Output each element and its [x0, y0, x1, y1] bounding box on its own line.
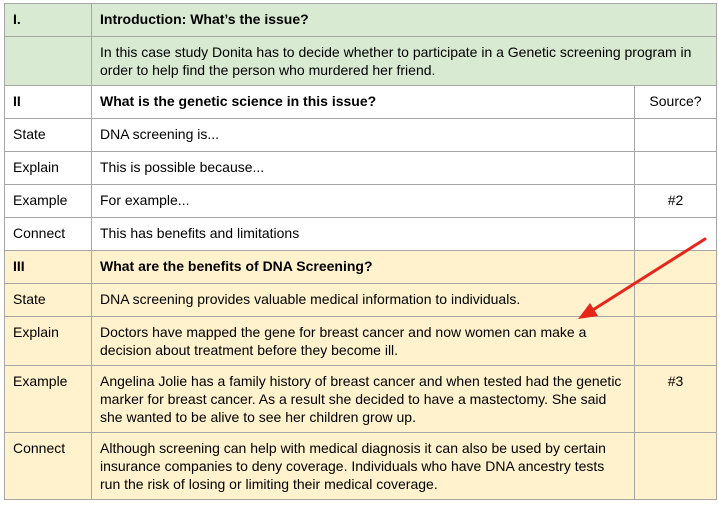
table-row	[5, 366, 717, 433]
section-title: What is the genetic science in this issue?	[92, 86, 635, 119]
row-text: Although screening can help with medical diagnosis it can also be used by certain insurance companies to deny coverage. Individuals who have DNA ancestry tests run the risk of losing or limiting their medical coverage.	[92, 433, 635, 500]
row-text: Angelina Jolie has a family history of breast cancer and when tested had the genetic marker for breast cancer. As a result she decided to have a mastectomy. She said she wanted to be alive to see her children grow up.	[92, 366, 635, 433]
table-row	[5, 119, 717, 152]
section-title: What are the benefits of DNA Screening?	[92, 251, 635, 284]
row-source: #3	[635, 366, 717, 433]
table-row	[5, 152, 717, 185]
row-source: #2	[635, 185, 717, 218]
intro-text: In this case study Donita has to decide whether to participate in a Genetic screening program in order to help find the person who murdered her friend.	[92, 37, 717, 86]
row-text: For example...	[92, 185, 635, 218]
row-label: State	[5, 119, 92, 152]
row-source	[635, 218, 717, 251]
section-number: II	[5, 86, 92, 119]
table-row	[5, 185, 717, 218]
section-number: III	[5, 251, 92, 284]
row-text: DNA screening is...	[92, 119, 635, 152]
row-source	[635, 433, 717, 500]
row-label: Explain	[5, 152, 92, 185]
row-label: Connect	[5, 218, 92, 251]
section-intro-body-row	[5, 37, 717, 86]
row-label: Example	[5, 366, 92, 433]
row-label: Connect	[5, 433, 92, 500]
row-text: This is possible because...	[92, 152, 635, 185]
row-text: DNA screening provides valuable medical information to individuals.	[92, 284, 635, 317]
table-row	[5, 317, 717, 366]
row-source	[635, 119, 717, 152]
row-source	[635, 152, 717, 185]
section-number: I.	[5, 4, 92, 37]
row-label: State	[5, 284, 92, 317]
row-text: This has benefits and limitations	[92, 218, 635, 251]
row-label: Explain	[5, 317, 92, 366]
row-label: Example	[5, 185, 92, 218]
table-row	[5, 433, 717, 500]
essay-outline-table	[4, 3, 717, 500]
section-benefits-header-row	[5, 251, 717, 284]
table-row	[5, 284, 717, 317]
source-column-header: Source?	[635, 86, 717, 119]
row-source	[635, 317, 717, 366]
section-science-header-row	[5, 86, 717, 119]
row-source	[635, 284, 717, 317]
section-intro-header-row	[5, 4, 717, 37]
section-title: Introduction: What’s the issue?	[92, 4, 717, 37]
empty-cell	[635, 251, 717, 284]
table-row	[5, 218, 717, 251]
row-text: Doctors have mapped the gene for breast cancer and now women can make a decision about treatment before they become ill.	[92, 317, 635, 366]
empty-cell	[5, 37, 92, 86]
